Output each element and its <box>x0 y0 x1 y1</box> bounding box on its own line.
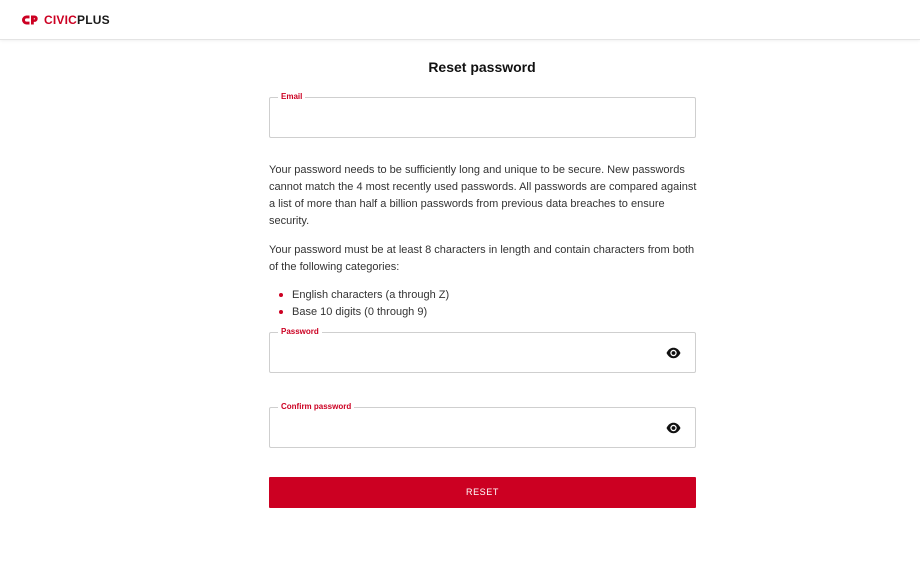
reset-button[interactable]: RESET <box>269 477 696 508</box>
civicplus-wordmark: CIVICPLUS <box>44 13 110 27</box>
eye-icon[interactable] <box>666 422 681 434</box>
page-title: Reset password <box>428 59 536 75</box>
requirement-item: Base 10 digits (0 through 9) <box>269 304 449 321</box>
password-policy-text: Your password needs to be sufficiently long and unique to be secure. New passwords cannot match the 4 most recently used passwords. All passwords are compared against a list of more than half a billion passwords from previous data breaches to ensure security. <box>269 164 697 227</box>
email-label: Email <box>278 92 305 102</box>
password-field-container <box>269 327 696 373</box>
top-bar <box>0 0 920 40</box>
requirements-list <box>269 287 449 321</box>
password-requirements-text: Your password must be at least 8 characters in length and contain characters from both of the following categories: <box>269 244 695 273</box>
email-field-container <box>269 92 696 138</box>
civicplus-logo[interactable] <box>22 13 110 27</box>
email-input[interactable] <box>280 110 660 130</box>
confirm-password-field-container <box>269 402 696 448</box>
confirm-password-input[interactable] <box>280 420 660 440</box>
password-label: Password <box>278 327 322 337</box>
confirm-password-label: Confirm password <box>278 402 354 412</box>
requirement-item: English characters (a through Z) <box>269 287 449 304</box>
civicplus-logo-icon <box>22 14 39 26</box>
eye-icon[interactable] <box>666 347 681 359</box>
password-input[interactable] <box>280 345 660 365</box>
